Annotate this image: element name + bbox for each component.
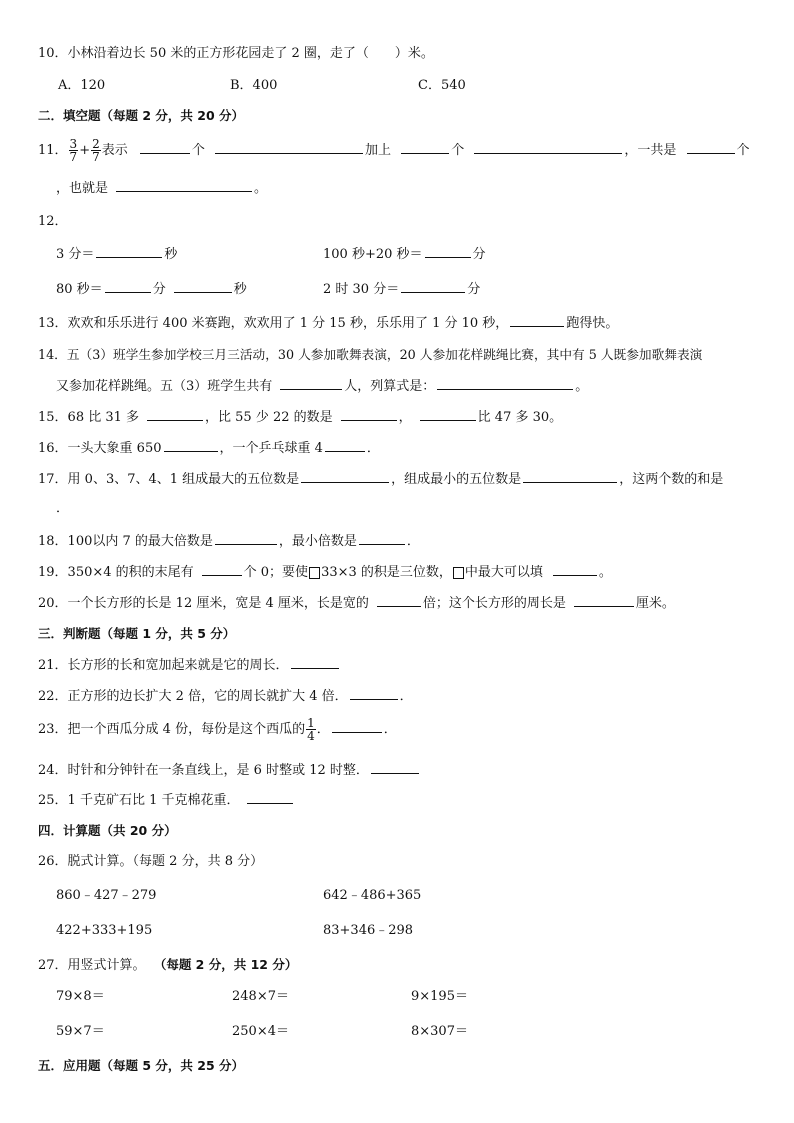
- q10-option-b[interactable]: B．400: [230, 78, 278, 93]
- question-11-line-2: ，也就是 。: [56, 178, 267, 199]
- q12-item-4: 2 时 30 分＝ 分: [323, 279, 480, 300]
- answer-blank[interactable]: [215, 531, 277, 545]
- q10-option-c[interactable]: C．540: [418, 78, 466, 93]
- calc-expression: 250×4＝: [232, 1024, 289, 1039]
- calc-expression: 8×307＝: [411, 1024, 468, 1039]
- calc-expression: 860﹣427﹣279: [56, 888, 157, 903]
- question-17: 17．用 0、3、7、4、1 组成最大的五位数是 ，组成最小的五位数是 ，这两个数的和是: [38, 469, 723, 490]
- answer-blank[interactable]: [474, 140, 622, 154]
- answer-blank[interactable]: [332, 719, 382, 733]
- answer-blank[interactable]: [341, 407, 397, 421]
- calc-expression: 79×8＝: [56, 989, 105, 1004]
- question-16: 16．一头大象重 650 ，一个乒乓球重 4 ．: [38, 438, 380, 459]
- answer-blank[interactable]: [291, 655, 339, 669]
- question-19: 19．350×4 的积的末尾有 个 0；要使 33×3 的积是三位数， 中最大可以填 。: [38, 562, 612, 583]
- calc-expression: 422+333+195: [56, 923, 153, 938]
- answer-blank[interactable]: [401, 279, 465, 293]
- q12-item-1: 3 分＝ 秒: [56, 244, 177, 265]
- fraction-2-7: $\frac{2}{7}$: [92, 137, 100, 164]
- fraction-1-4: $\frac{1}{4}$: [307, 716, 315, 743]
- answer-blank[interactable]: [510, 313, 564, 327]
- question-10: 10．小林沿着边长 50 米的正方形花园走了 2 圈，走了（ ）米。: [38, 46, 434, 61]
- answer-blank[interactable]: [105, 279, 151, 293]
- question-21: 21．长方形的长和宽加起来就是它的周长．: [38, 655, 341, 676]
- question-13: 13．欢欢和乐乐进行 400 米赛跑，欢欢用了 1 分 15 秒，乐乐用了 1 分 10 秒， 跑得快。: [38, 313, 618, 334]
- answer-blank[interactable]: [301, 469, 389, 483]
- answer-blank[interactable]: [116, 178, 252, 192]
- question-12: 12．: [38, 214, 68, 229]
- answer-blank[interactable]: [325, 438, 365, 452]
- question-24: 24．时针和分钟针在一条直线上，是 6 时整或 12 时整．: [38, 760, 421, 781]
- digit-box-icon: [309, 567, 320, 579]
- calc-expression: 9×195＝: [411, 989, 468, 1004]
- calc-expression: 248×7＝: [232, 989, 289, 1004]
- digit-box-icon: [453, 567, 464, 579]
- answer-blank[interactable]: [437, 376, 573, 390]
- question-15: 15．68 比 31 多 ，比 55 少 22 的数是 ， 比 47 多 30。: [38, 407, 562, 428]
- answer-blank[interactable]: [174, 279, 232, 293]
- calc-expression: 59×7＝: [56, 1024, 105, 1039]
- calc-expression: 83+346﹣298: [323, 923, 414, 938]
- section-4-heading: 四．计算题（共 20 分）: [38, 823, 177, 838]
- section-3-heading: 三．判断题（每题 1 分，共 5 分）: [38, 626, 236, 641]
- answer-blank[interactable]: [280, 376, 342, 390]
- answer-blank[interactable]: [350, 686, 398, 700]
- answer-blank[interactable]: [574, 593, 634, 607]
- answer-blank[interactable]: [247, 790, 293, 804]
- question-11: 11． $\frac{3}{7}$ + $\frac{2}{7}$ 表示 个 加上 个 ，一共是 个: [38, 137, 750, 164]
- answer-blank[interactable]: [164, 438, 218, 452]
- question-22: 22．正方形的边长扩大 2 倍，它的周长就扩大 4 倍． ．: [38, 686, 413, 707]
- answer-blank[interactable]: [523, 469, 617, 483]
- answer-blank[interactable]: [401, 140, 449, 154]
- answer-blank[interactable]: [371, 760, 419, 774]
- question-20: 20．一个长方形的长是 12 厘米，宽是 4 厘米，长是宽的 倍；这个长方形的周长是 厘米。: [38, 593, 675, 614]
- calc-expression: 642﹣486+365: [323, 888, 422, 903]
- answer-blank[interactable]: [377, 593, 421, 607]
- answer-blank[interactable]: [687, 140, 735, 154]
- answer-blank[interactable]: [359, 531, 405, 545]
- fraction-3-7: $\frac{3}{7}$: [69, 137, 78, 164]
- answer-blank[interactable]: [425, 244, 471, 258]
- answer-blank[interactable]: [215, 140, 363, 154]
- question-26-title: 26．脱式计算。（每题 2 分，共 8 分）: [38, 854, 264, 869]
- answer-blank[interactable]: [147, 407, 203, 421]
- q12-item-2: 100 秒+20 秒＝ 分: [323, 244, 486, 265]
- q12-item-3: 80 秒＝ 分 秒: [56, 279, 247, 300]
- answer-blank[interactable]: [96, 244, 162, 258]
- question-17-line-2: ．: [56, 501, 70, 516]
- question-14: 14．五（3）班学生参加学校三月三活动，30 人参加歌舞表演，20 人参加花样跳绳比赛，其中有 5 人既参加歌舞表演: [38, 347, 703, 362]
- question-23: 23．把一个西瓜分成 4 份，每份是这个西瓜的 $\frac{1}{4}$ ． ．: [38, 716, 397, 743]
- answer-blank[interactable]: [553, 562, 597, 576]
- section-2-heading: 二．填空题（每题 2 分，共 20 分）: [38, 108, 245, 123]
- question-18: 18．100以内 7 的最大倍数是 ，最小倍数是 ．: [38, 531, 420, 552]
- section-5-heading: 五．应用题（每题 5 分，共 25 分）: [38, 1058, 245, 1073]
- question-25: 25．1 千克矿石比 1 千克棉花重．: [38, 790, 295, 811]
- question-14-line-2: 又参加花样跳绳。五（3）班学生共有 人，列算式是： 。: [56, 376, 588, 397]
- question-27-title: 27．用竖式计算。 （每题 2 分，共 12 分）: [38, 957, 298, 973]
- answer-blank[interactable]: [420, 407, 476, 421]
- answer-blank[interactable]: [140, 140, 190, 154]
- answer-blank[interactable]: [202, 562, 242, 576]
- q10-option-a[interactable]: A．120: [58, 78, 106, 93]
